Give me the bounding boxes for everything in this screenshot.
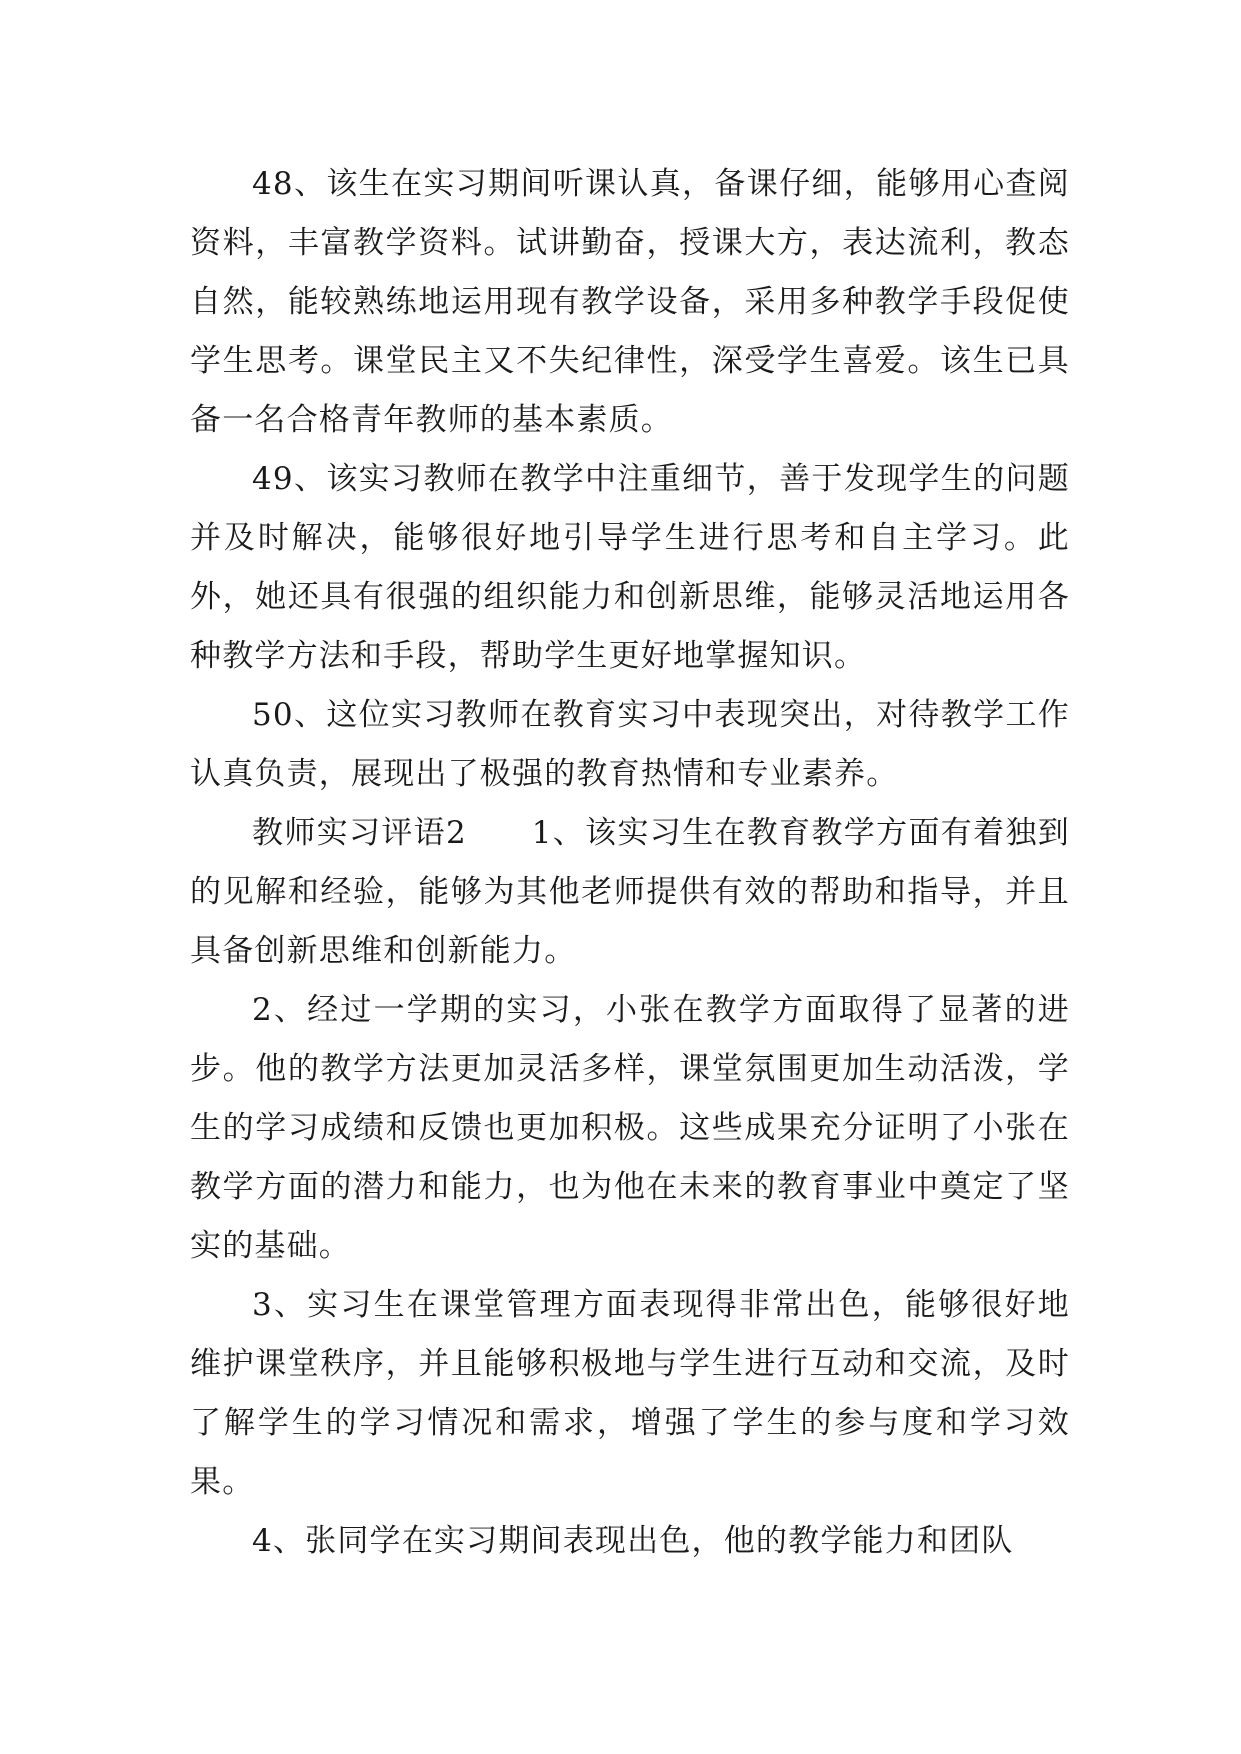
paragraph-49: 49、该实习教师在教学中注重细节，善于发现学生的问题并及时解决，能够很好地引导学生进行思考和自主学习。此外，她还具有很强的组织能力和创新思维，能够灵活地运用各种教学方法和手段，帮助学生更好地掌握知识。 (190, 461, 1070, 674)
document-body (190, 155, 1070, 1571)
paragraph-section-2-item-1: 教师实习评语2 1、该实习生在教育教学方面有着独到的见解和经验，能够为其他老师提供有效的帮助和指导，并且具备创新思维和创新能力。 (190, 815, 1070, 969)
paragraph-item-4: 4、张同学在实习期间表现出色，他的教学能力和团队 (252, 1523, 1014, 1559)
paragraph-48: 48、该生在实习期间听课认真，备课仔细，能够用心查阅资料，丰富教学资料。试讲勤奋，授课大方，表达流利，教态自然，能较熟练地运用现有教学设备，采用多种教学手段促使学生思考。课堂民主又不失纪律性，深受学生喜爱。该生已具备一名合格青年教师的基本素质。 (190, 166, 1070, 438)
paragraph-item-3: 3、实习生在课堂管理方面表现得非常出色，能够很好地维护课堂秩序，并且能够积极地与学生进行互动和交流，及时了解学生的学习情况和需求，增强了学生的参与度和学习效果。 (190, 1287, 1070, 1500)
paragraph-item-2: 2、经过一学期的实习，小张在教学方面取得了显著的进步。他的教学方法更加灵活多样，课堂氛围更加生动活泼，学生的学习成绩和反馈也更加积极。这些成果充分证明了小张在教学方面的潜力和能力，也为他在未来的教育事业中奠定了坚实的基础。 (190, 992, 1070, 1264)
paragraph-50: 50、这位实习教师在教育实习中表现突出，对待教学工作认真负责，展现出了极强的教育热情和专业素养。 (190, 697, 1070, 792)
